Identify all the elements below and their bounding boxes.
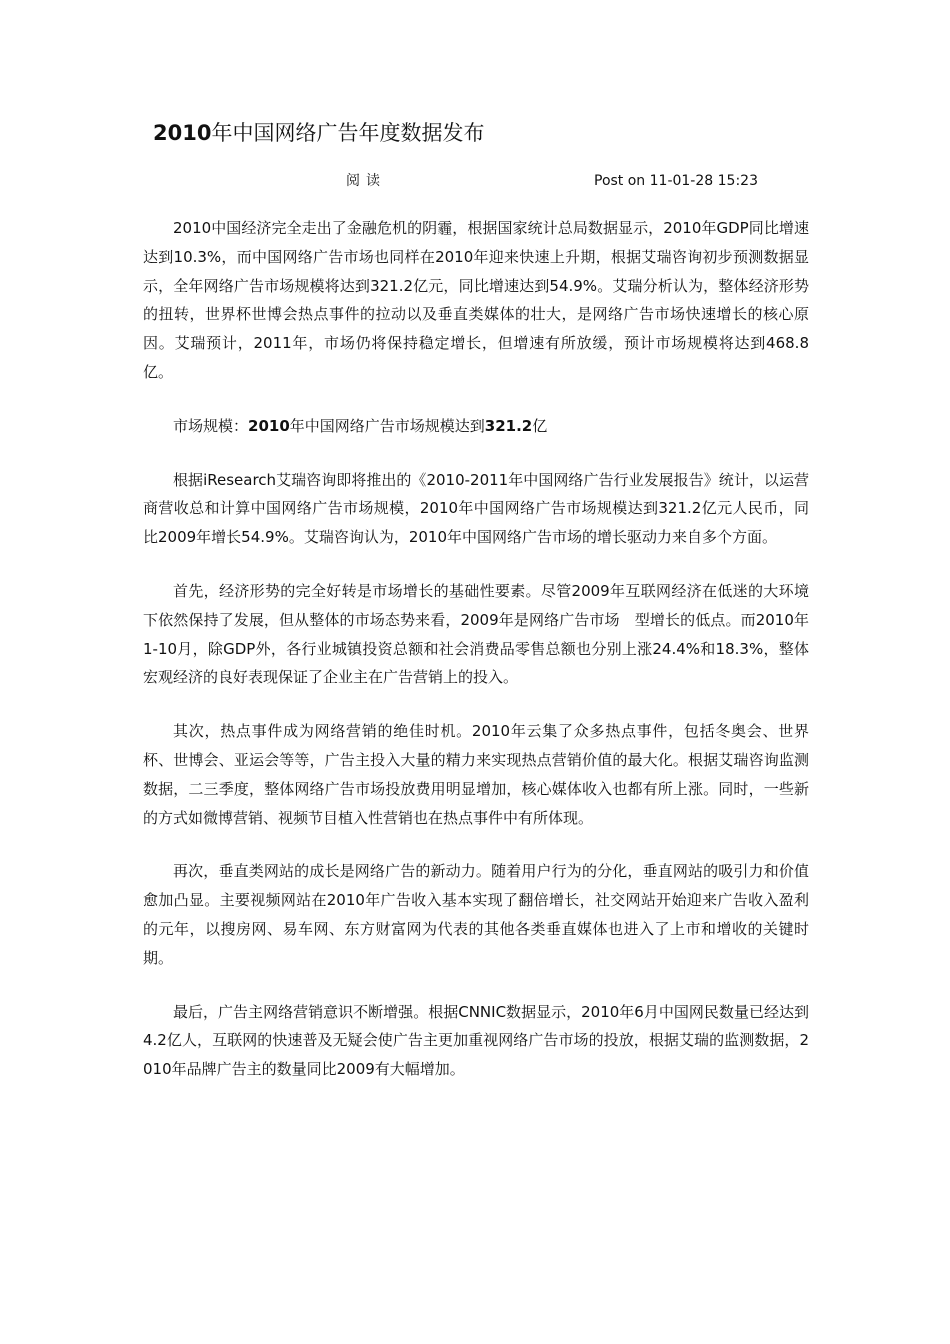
article-title — [153, 118, 484, 148]
subheading-prefix: 市场规模： — [173, 416, 249, 435]
paragraph-last: 最后，广告主网络营销意识不断增强。根据CNNIC数据显示，2010年6月中国网民数量已经达到4.2亿人，互联网的快速普及无疑会使广告主更加重视网络广告市场的投放，根据艾瑞的监测数据，2010年品牌广告主的数量同比2009有大幅增加。 — [143, 1002, 809, 1079]
subheading-year: 2010 — [248, 416, 290, 435]
paragraph-first: 首先，经济形势的完全好转是市场增长的基础性要素。尽管2009年互联网经济在低迷的大环境下依然保持了发展，但从整体的市场态势来看，2009年是网络广告市场 型增长的低点。而2010年1-10月，除GDP外，各行业城镇投资总额和社会消费品零售总额也分别上涨24.4%和18.3%，整体宏观经济的良好表现保证了企业主在广告营销上的投入。 — [143, 581, 809, 687]
paragraph-report: 根据iResearch艾瑞咨询即将推出的《2010-2011年中国网络广告行业发展报告》统计，以运营商营收总和计算中国网络广告市场规模，2010年中国网络广告市场规模达到321.2亿元人民币，同比2009年增长54.9%。艾瑞咨询认为，2010年中国网络广告市场的增长驱动力来自多个方面。 — [143, 470, 809, 547]
paragraph-intro: 2010中国经济完全走出了金融危机的阴霾，根据国家统计总局数据显示，2010年GDP同比增速达到10.3%，而中国网络广告市场也同样在2010年迎来快速上升期，根据艾瑞咨询初步预测数据显示，全年网络广告市场规模将达到321.2亿元，同比增速达到54.9%。艾瑞分析认为，整体经济形势的扭转，世界杯世博会热点事件的拉动以及垂直类媒体的壮大，是网络广告市场快速增长的核心原因。艾瑞预计，2011年，市场仍将保持稳定增长，但增速有所放缓，预计市场规模将达到468.8亿。 — [143, 219, 809, 381]
paragraph-third: 再次，垂直类网站的成长是网络广告的新动力。随着用户行为的分化，垂直网站的吸引力和价值愈加凸显。主要视频网站在2010年广告收入基本实现了翻倍增长，社交网站开始迎来广告收入盈利的元年，以搜房网、易车网、东方财富网为代表的其他各类垂直媒体也进入了上市和增收的关键时期。 — [143, 862, 809, 967]
section-subheading — [143, 412, 809, 441]
article-title-year: 2010 — [153, 121, 212, 145]
read-label: 阅读 — [346, 173, 386, 189]
subheading-suffix: 亿 — [532, 416, 548, 435]
subheading-middle: 年中国网络广告市场规模达到 — [289, 416, 485, 435]
subheading-value: 321.2 — [484, 416, 533, 435]
article-title-text: 年中国网络广告年度数据发布 — [211, 121, 485, 145]
article-body — [143, 214, 809, 1109]
paragraph-second: 其次，热点事件成为网络营销的绝佳时机。2010年云集了众多热点事件，包括冬奥会、世界杯、世博会、亚运会等等，广告主投入大量的精力来实现热点营销价值的最大化。根据艾瑞咨询监测数据，二三季度，整体网络广告市场投放费用明显增加，核心媒体收入也都有所上涨。同时，一些新的方式如微博营销、视频节目植入性营销也在热点事件中有所体现。 — [143, 722, 809, 827]
post-timestamp: Post on 11-01-28 15:23 — [594, 173, 758, 189]
